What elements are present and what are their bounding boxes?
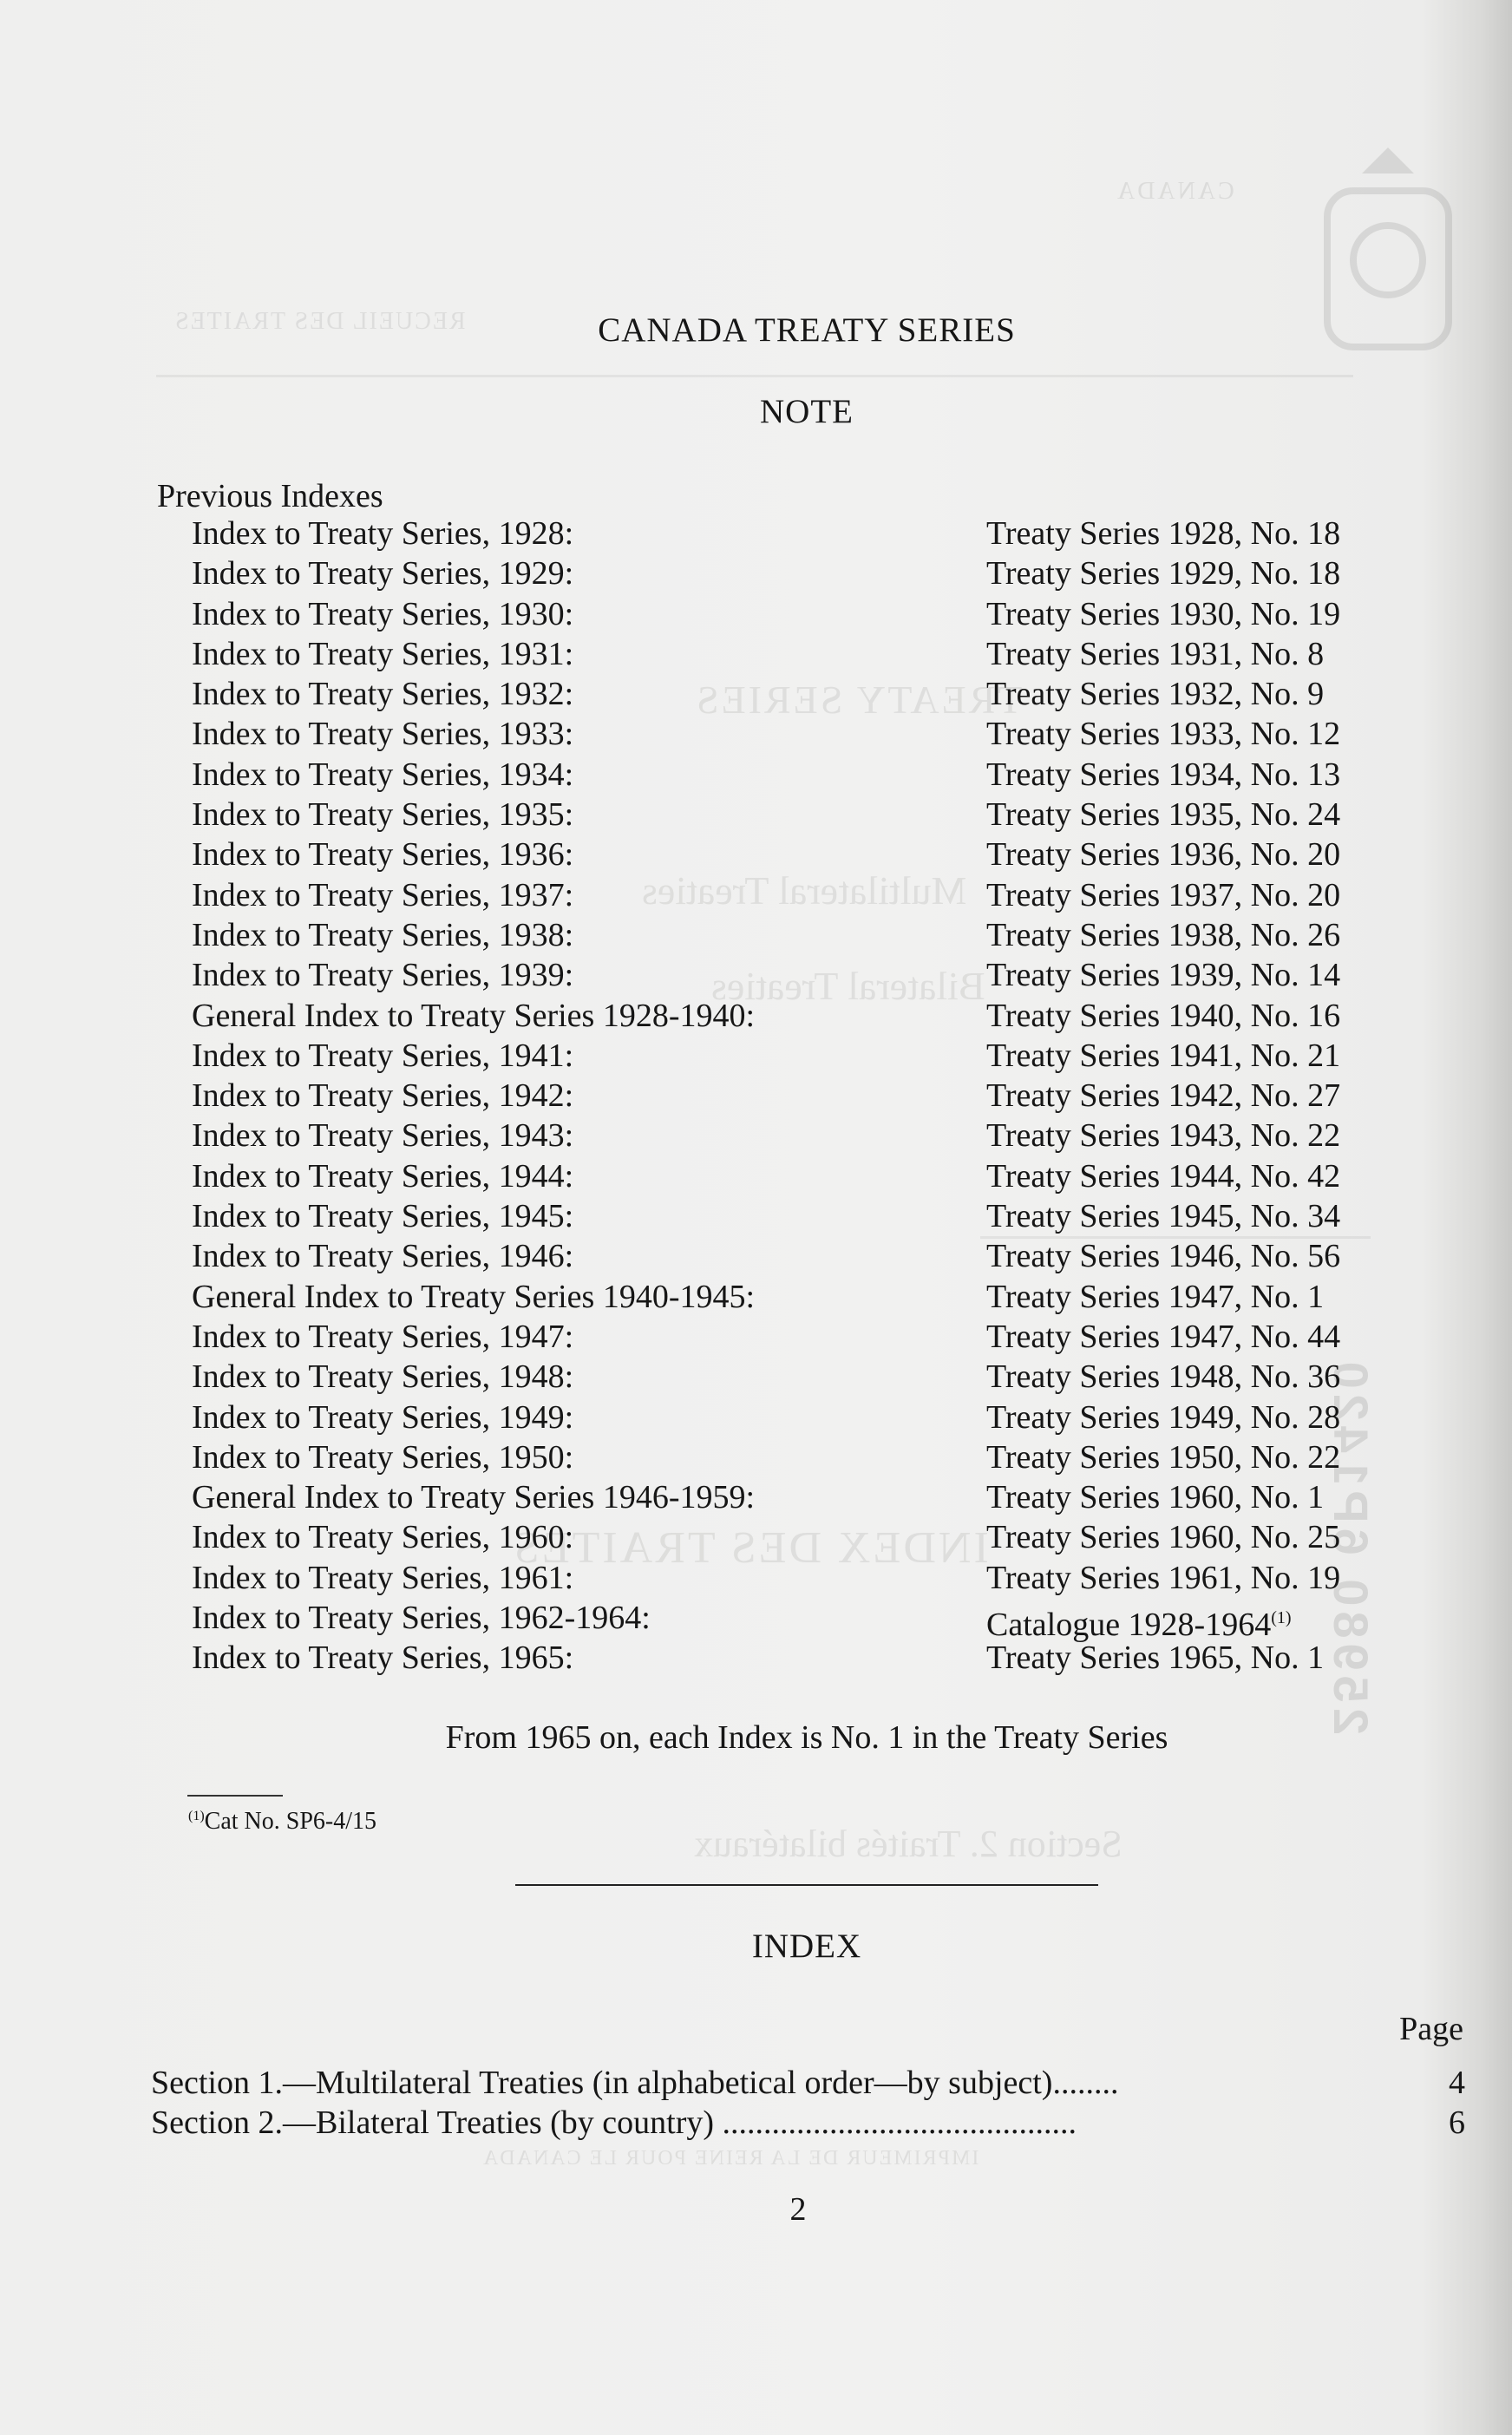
index-row-reference xyxy=(986,915,1340,955)
index-row xyxy=(0,1116,1512,1155)
page-number: 2 xyxy=(789,2191,807,2228)
section-heading-note: NOTE xyxy=(760,393,854,430)
index-row-reference xyxy=(986,1437,1340,1477)
index-row xyxy=(0,674,1512,714)
index-row xyxy=(0,1076,1512,1116)
index-row xyxy=(0,634,1512,674)
index-row xyxy=(0,795,1512,835)
index-row-label: Index to Treaty Series, 1948: xyxy=(192,1358,574,1396)
index-row-reference xyxy=(986,875,1340,915)
footnote-text: Cat No. SP6-4/15 xyxy=(204,1808,377,1835)
toc-entry-title: Section 2.—Bilateral Treaties (by country) ........................................... xyxy=(151,2104,1077,2141)
index-row-label: Index to Treaty Series, 1937: xyxy=(192,876,574,913)
index-row-reference-text: Treaty Series 1934, No. 13 xyxy=(986,756,1341,793)
index-row-label: Index to Treaty Series, 1949: xyxy=(192,1398,574,1436)
toc-entry-title: Section 1.—Multilateral Treaties (in alphabetical order—by subject)........ xyxy=(151,2065,1119,2101)
index-row-reference xyxy=(986,1277,1324,1317)
index-row-label: Index to Treaty Series, 1943: xyxy=(192,1117,574,1155)
index-row-reference xyxy=(986,1076,1340,1116)
index-row-reference-text: Treaty Series 1950, No. 22 xyxy=(986,1438,1341,1476)
index-row xyxy=(0,1277,1512,1317)
index-row-reference xyxy=(986,1477,1324,1517)
previous-indexes-list xyxy=(0,514,1512,1679)
index-row-reference xyxy=(986,634,1324,674)
index-row-reference-text: Treaty Series 1935, No. 24 xyxy=(986,796,1341,834)
index-heading: INDEX xyxy=(751,1928,862,1965)
index-row-reference xyxy=(986,1036,1340,1076)
index-row-reference-text: Treaty Series 1960, No. 1 xyxy=(986,1479,1325,1516)
index-row-reference xyxy=(986,553,1340,593)
index-row-label: Index to Treaty Series, 1930: xyxy=(192,595,574,632)
show-through-text: CANADA xyxy=(1115,178,1234,205)
footnote-rule xyxy=(187,1795,283,1797)
show-through-text: TREATY SERIES xyxy=(694,677,1023,722)
footnote xyxy=(188,1808,376,1836)
index-row-reference-text: Treaty Series 1929, No. 18 xyxy=(986,555,1341,592)
index-row xyxy=(0,1236,1512,1276)
toc-entry xyxy=(151,2063,1465,2103)
index-row-reference-text: Treaty Series 1965, No. 1 xyxy=(986,1640,1325,1677)
index-row-reference-text: Treaty Series 1940, No. 16 xyxy=(986,997,1341,1034)
index-row xyxy=(0,1398,1512,1437)
index-row-reference xyxy=(986,1116,1340,1155)
show-through-text: INDEX DES TRAITES xyxy=(512,1523,989,1573)
index-row-reference xyxy=(986,1236,1340,1276)
index-row xyxy=(0,1517,1512,1557)
show-through-text: Bilateral Treaties xyxy=(711,964,985,1008)
index-row-reference xyxy=(986,1558,1340,1598)
index-row-label: Index to Treaty Series, 1936: xyxy=(192,836,574,874)
toc-entry-page: 6 xyxy=(1449,2104,1465,2141)
index-row-label: Index to Treaty Series, 1962-1964: xyxy=(192,1600,651,1637)
index-row-label: Index to Treaty Series, 1934: xyxy=(192,756,574,793)
index-row-reference-text: Treaty Series 1948, No. 36 xyxy=(986,1358,1341,1396)
index-row-label: Index to Treaty Series, 1965: xyxy=(192,1640,574,1677)
index-row-label: Index to Treaty Series, 1932: xyxy=(192,676,574,713)
index-row xyxy=(0,1196,1512,1236)
index-row xyxy=(0,514,1512,553)
index-row-reference xyxy=(986,795,1340,835)
index-row-label: Index to Treaty Series, 1929: xyxy=(192,555,574,592)
index-row-reference-text: Treaty Series 1947, No. 44 xyxy=(986,1318,1341,1355)
index-row-reference xyxy=(986,1638,1324,1678)
index-row xyxy=(0,594,1512,634)
index-row-label: General Index to Treaty Series 1946-1959: xyxy=(192,1479,756,1516)
index-row xyxy=(0,1156,1512,1196)
index-row xyxy=(0,1477,1512,1517)
show-through-rule xyxy=(156,375,1353,377)
index-row xyxy=(0,915,1512,955)
show-through-text: IMPRIMEUR DE LA REINE POUR LE CANADA xyxy=(481,2147,979,2170)
index-row-label: Index to Treaty Series, 1935: xyxy=(192,796,574,834)
page-column-label: Page xyxy=(1399,2011,1463,2047)
index-row xyxy=(0,1638,1512,1678)
index-row xyxy=(0,1437,1512,1477)
index-row xyxy=(0,835,1512,874)
index-row-reference-text: Treaty Series 1930, No. 19 xyxy=(986,595,1341,632)
index-row-reference-text: Treaty Series 1945, No. 34 xyxy=(986,1198,1341,1235)
index-row-label: Index to Treaty Series, 1939: xyxy=(192,957,574,994)
index-row-reference-text: Treaty Series 1931, No. 8 xyxy=(986,635,1325,672)
index-row-label: Index to Treaty Series, 1946: xyxy=(192,1238,574,1275)
index-row-reference xyxy=(986,835,1340,874)
index-row-reference-text: Treaty Series 1941, No. 21 xyxy=(986,1037,1341,1074)
index-row-reference xyxy=(986,514,1340,553)
index-row-label: Index to Treaty Series, 1941: xyxy=(192,1037,574,1074)
index-row-label: General Index to Treaty Series 1940-1945: xyxy=(192,1278,756,1315)
index-row-reference xyxy=(986,714,1340,754)
index-row xyxy=(0,714,1512,754)
index-row-reference-text: Treaty Series 1933, No. 12 xyxy=(986,716,1341,753)
index-row-reference-text: Treaty Series 1943, No. 22 xyxy=(986,1117,1341,1155)
index-row xyxy=(0,553,1512,593)
index-row xyxy=(0,1036,1512,1076)
index-row-reference-text: Treaty Series 1944, No. 42 xyxy=(986,1157,1341,1195)
index-row-label: Index to Treaty Series, 1945: xyxy=(192,1198,574,1235)
index-row-reference-text: Treaty Series 1928, No. 18 xyxy=(986,515,1341,552)
note-line: From 1965 on, each Index is No. 1 in the Treaty Series xyxy=(445,1719,1168,1756)
index-row-reference-text: Treaty Series 1938, No. 26 xyxy=(986,916,1341,953)
show-through-text: RECUEIL DES TRAITES xyxy=(173,308,466,335)
index-row-label: Index to Treaty Series, 1950: xyxy=(192,1438,574,1476)
index-row-reference xyxy=(986,755,1340,795)
index-row xyxy=(0,1598,1512,1644)
index-row-label: Index to Treaty Series, 1961: xyxy=(192,1559,574,1596)
index-row-reference xyxy=(986,1517,1340,1557)
index-row-reference xyxy=(986,955,1340,995)
index-row xyxy=(0,875,1512,915)
index-row-reference xyxy=(986,1156,1340,1196)
index-row xyxy=(0,955,1512,995)
index-row-reference xyxy=(986,1357,1340,1397)
footnote-marker: (1) xyxy=(1271,1608,1292,1628)
index-row-reference xyxy=(986,996,1340,1036)
index-row xyxy=(0,755,1512,795)
index-row-reference xyxy=(986,674,1324,714)
index-row-label: Index to Treaty Series, 1931: xyxy=(192,635,574,672)
index-row-label: Index to Treaty Series, 1947: xyxy=(192,1318,574,1355)
section-divider xyxy=(515,1884,1098,1886)
index-row xyxy=(0,996,1512,1036)
index-row-reference-text: Treaty Series 1960, No. 25 xyxy=(986,1519,1341,1556)
footnote-marker: (1) xyxy=(188,1809,205,1823)
index-row-label: Index to Treaty Series, 1933: xyxy=(192,716,574,753)
show-through-text: Multilateral Treaties xyxy=(642,868,967,913)
index-row-label: Index to Treaty Series, 1928: xyxy=(192,515,574,552)
index-row-reference-text: Treaty Series 1946, No. 56 xyxy=(986,1238,1341,1275)
toc-entry xyxy=(151,2103,1465,2143)
index-row-label: Index to Treaty Series, 1938: xyxy=(192,916,574,953)
index-row-reference-text: Treaty Series 1939, No. 14 xyxy=(986,957,1341,994)
index-row xyxy=(0,1317,1512,1357)
index-row xyxy=(0,1558,1512,1598)
index-row-reference-text: Treaty Series 1961, No. 19 xyxy=(986,1559,1341,1596)
index-row-reference-text: Treaty Series 1937, No. 20 xyxy=(986,876,1341,913)
show-through-text: Section 2. Traités bilatéraux xyxy=(694,1823,1123,1865)
index-row-reference-text: Treaty Series 1942, No. 27 xyxy=(986,1077,1341,1115)
index-row-label: Index to Treaty Series, 1942: xyxy=(192,1077,574,1115)
index-row-reference-text: Catalogue 1928-1964 xyxy=(986,1607,1272,1644)
index-row-reference-text: Treaty Series 1949, No. 28 xyxy=(986,1398,1341,1436)
index-row-reference xyxy=(986,1398,1340,1437)
index-row-reference xyxy=(986,594,1340,634)
page-title: CANADA TREATY SERIES xyxy=(598,311,1016,349)
index-row xyxy=(0,1357,1512,1397)
index-row-label: Index to Treaty Series, 1944: xyxy=(192,1157,574,1195)
index-row-reference-text: Treaty Series 1932, No. 9 xyxy=(986,676,1325,713)
index-row-reference xyxy=(986,1196,1340,1236)
index-row-label: Index to Treaty Series, 1960: xyxy=(192,1519,574,1556)
toc-entry-page: 4 xyxy=(1449,2065,1465,2101)
index-row-reference-text: Treaty Series 1947, No. 1 xyxy=(986,1278,1325,1315)
index-row-reference-text: Treaty Series 1936, No. 20 xyxy=(986,836,1341,874)
show-through-text: 25980 6P1420 xyxy=(1324,1356,1378,1735)
index-row-label: General Index to Treaty Series 1928-1940: xyxy=(192,997,756,1034)
index-row-reference xyxy=(986,1317,1340,1357)
previous-indexes-heading: Previous Indexes xyxy=(157,478,383,514)
index-table-of-contents xyxy=(151,2063,1465,2143)
